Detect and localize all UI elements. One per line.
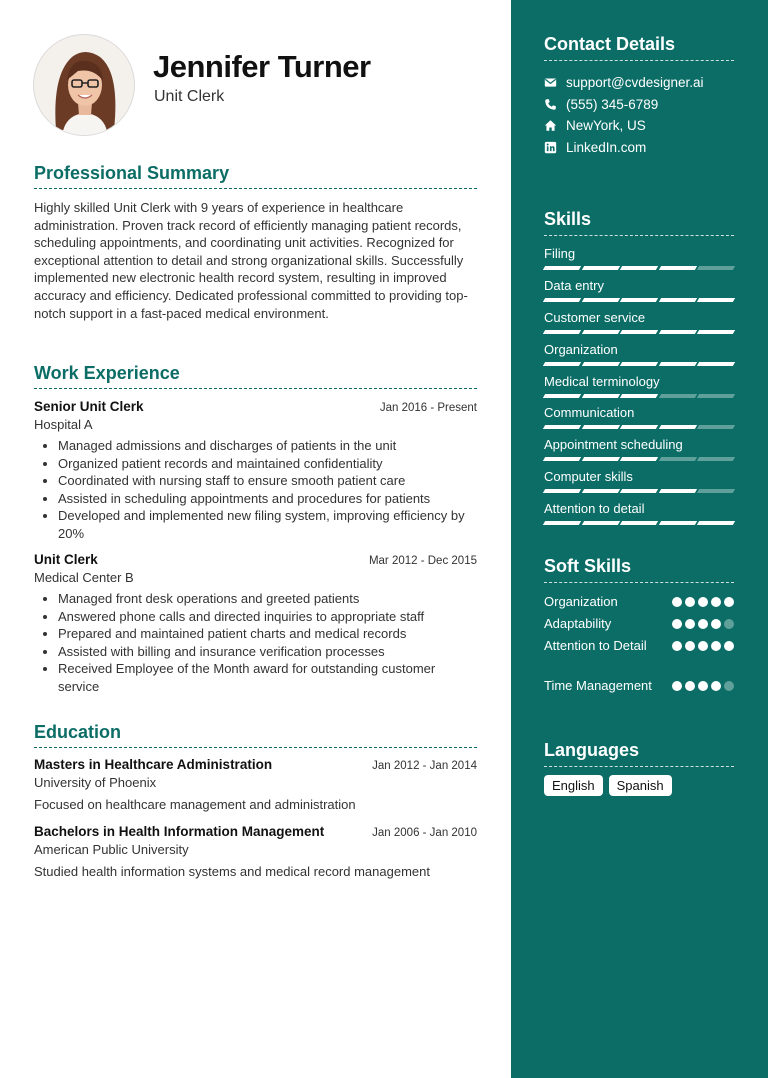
profile-photo bbox=[33, 34, 135, 136]
skill-level-segment bbox=[543, 298, 581, 302]
contact-location-text: NewYork, US bbox=[566, 118, 646, 134]
skill-name: Appointment scheduling bbox=[544, 437, 683, 452]
rating-dot bbox=[711, 641, 721, 651]
avatar-illustration bbox=[34, 35, 135, 136]
education-entry bbox=[34, 824, 477, 879]
education-description: Studied health information systems and medical record management bbox=[34, 864, 430, 879]
skill-item bbox=[544, 501, 734, 525]
skill-level-segment bbox=[543, 362, 581, 366]
candidate-title: Unit Clerk bbox=[154, 88, 225, 105]
skill-level-segment bbox=[581, 425, 619, 429]
skill-name: Data entry bbox=[544, 278, 604, 293]
rating-dot bbox=[685, 619, 695, 629]
skill-level-segment bbox=[620, 298, 658, 302]
job-bullet: • Organized patient records and maintained confidentiality bbox=[58, 455, 477, 473]
skill-item bbox=[544, 374, 734, 398]
skill-level-segment bbox=[659, 425, 697, 429]
rating-dot bbox=[698, 619, 708, 629]
skill-item bbox=[544, 342, 734, 366]
rating-dot bbox=[672, 619, 682, 629]
skill-level-segment bbox=[581, 330, 619, 334]
skill-level-segment bbox=[543, 489, 581, 493]
skill-name: Customer service bbox=[544, 310, 646, 325]
soft-skill-rating bbox=[672, 593, 734, 611]
skill-name: Organization bbox=[544, 342, 618, 357]
skill-level-segment bbox=[620, 394, 658, 398]
skill-level-bar bbox=[544, 521, 734, 525]
skill-level-segment bbox=[543, 457, 581, 461]
skill-level-bar bbox=[544, 266, 734, 270]
rating-dot bbox=[698, 641, 708, 651]
skill-level-segment bbox=[581, 266, 619, 270]
job-entry bbox=[34, 399, 477, 543]
job-bullet: • Assisted in scheduling appointments and procedures for patients bbox=[58, 490, 477, 508]
soft-skill-item bbox=[544, 677, 734, 695]
skill-level-segment bbox=[697, 330, 735, 334]
skill-level-segment bbox=[581, 489, 619, 493]
skill-level-segment bbox=[659, 521, 697, 525]
rating-dot bbox=[724, 597, 734, 607]
education-description: Focused on healthcare management and administration bbox=[34, 797, 356, 812]
rating-dot bbox=[724, 681, 734, 691]
phone-icon bbox=[544, 98, 557, 111]
skill-level-segment bbox=[620, 521, 658, 525]
job-bullets bbox=[34, 590, 477, 696]
job-role: Senior Unit Clerk bbox=[34, 399, 144, 414]
skill-level-segment bbox=[659, 489, 697, 493]
job-bullet: • Coordinated with nursing staff to ensure smooth patient care bbox=[58, 472, 477, 490]
job-date: Mar 2012 - Dec 2015 bbox=[368, 555, 477, 567]
job-bullet: • Received Employee of the Month award for outstanding customer service bbox=[58, 660, 477, 695]
contact-location bbox=[544, 115, 744, 137]
skill-level-segment bbox=[659, 330, 697, 334]
skill-name: Communication bbox=[544, 405, 635, 420]
soft-skill-rating bbox=[672, 677, 734, 695]
skill-level-segment bbox=[543, 521, 581, 525]
contact-email-text: support@cvdesigner.ai bbox=[566, 75, 704, 91]
skill-level-segment bbox=[620, 489, 658, 493]
education-degree: Bachelors in Health Information Management bbox=[34, 824, 325, 839]
soft-skill-rating bbox=[672, 615, 734, 633]
skill-level-segment bbox=[620, 362, 658, 366]
contact-phone[interactable] bbox=[544, 94, 744, 116]
skill-level-segment bbox=[659, 457, 697, 461]
rating-dot bbox=[672, 681, 682, 691]
candidate-name: Jennifer Turner bbox=[153, 49, 371, 84]
skill-item bbox=[544, 246, 734, 270]
job-org: Medical Center B bbox=[34, 570, 134, 585]
job-bullet: • Managed front desk operations and greeted patients bbox=[58, 590, 477, 608]
skill-level-segment bbox=[697, 521, 735, 525]
soft-skill-name: Attention to Detail bbox=[544, 638, 647, 653]
skill-name: Filing bbox=[544, 246, 576, 261]
home-icon bbox=[544, 119, 557, 132]
skill-level-bar bbox=[544, 394, 734, 398]
skill-level-segment bbox=[659, 362, 697, 366]
soft-skill-name: Organization bbox=[544, 594, 618, 609]
skill-level-bar bbox=[544, 298, 734, 302]
skill-level-segment bbox=[543, 266, 581, 270]
rating-dot bbox=[698, 597, 708, 607]
contact-phone-text: (555) 345-6789 bbox=[566, 96, 659, 112]
skill-level-bar bbox=[544, 457, 734, 461]
job-bullet: • Developed and implemented new filing system, improving efficiency by 20% bbox=[58, 507, 477, 542]
skill-level-segment bbox=[697, 489, 735, 493]
soft-skills-heading: Soft Skills bbox=[544, 556, 734, 583]
job-bullet: • Prepared and maintained patient charts and medical records bbox=[58, 625, 477, 643]
skill-item bbox=[544, 469, 734, 493]
job-date: Jan 2016 - Present bbox=[379, 402, 477, 414]
soft-skill-name: Time Management bbox=[544, 678, 652, 693]
soft-skill-name: Adaptability bbox=[544, 616, 612, 631]
skill-level-segment bbox=[581, 521, 619, 525]
languages-heading: Languages bbox=[544, 740, 734, 767]
soft-skill-rating bbox=[672, 637, 734, 655]
soft-skill-item bbox=[544, 615, 734, 633]
skill-level-segment bbox=[620, 457, 658, 461]
skill-item bbox=[544, 278, 734, 302]
email-icon bbox=[544, 76, 557, 89]
skill-name: Computer skills bbox=[544, 469, 633, 484]
rating-dot bbox=[698, 681, 708, 691]
skill-level-segment bbox=[581, 298, 619, 302]
contact-email[interactable] bbox=[544, 72, 744, 94]
skill-level-segment bbox=[697, 298, 735, 302]
contact-list bbox=[544, 72, 744, 158]
skill-level-segment bbox=[620, 266, 658, 270]
contact-linkedin[interactable] bbox=[544, 137, 744, 159]
skill-level-segment bbox=[543, 330, 581, 334]
education-school: University of Phoenix bbox=[34, 775, 157, 790]
job-entry bbox=[34, 552, 477, 696]
education-school: American Public University bbox=[34, 842, 189, 857]
rating-dot bbox=[672, 641, 682, 651]
skill-level-segment bbox=[543, 425, 581, 429]
languages-list bbox=[544, 775, 672, 796]
rating-dot bbox=[685, 641, 695, 651]
skill-level-segment bbox=[581, 457, 619, 461]
skill-item bbox=[544, 310, 734, 334]
skill-level-segment bbox=[697, 457, 735, 461]
skill-level-segment bbox=[697, 394, 735, 398]
job-bullet: • Managed admissions and discharges of patients in the unit bbox=[58, 437, 477, 455]
sidebar bbox=[511, 0, 768, 1078]
skill-level-bar bbox=[544, 425, 734, 429]
soft-skill-item bbox=[544, 593, 734, 611]
skill-level-segment bbox=[620, 330, 658, 334]
skill-name: Medical terminology bbox=[544, 374, 660, 389]
soft-skill-item bbox=[544, 637, 734, 655]
skill-name: Attention to detail bbox=[544, 501, 645, 516]
language-tag: Spanish bbox=[609, 775, 672, 796]
rating-dot bbox=[672, 597, 682, 607]
contact-linkedin-text: LinkedIn.com bbox=[566, 139, 647, 155]
education-degree: Masters in Healthcare Administration bbox=[34, 757, 273, 772]
skill-level-segment bbox=[659, 266, 697, 270]
skill-item bbox=[544, 405, 734, 429]
education-heading: Education bbox=[34, 722, 477, 748]
skill-level-segment bbox=[581, 394, 619, 398]
skill-level-segment bbox=[543, 394, 581, 398]
skill-level-segment bbox=[697, 266, 735, 270]
summary-text: Highly skilled Unit Clerk with 9 years of experience in healthcare administration. Proven track record of efficiently managing patient records, scheduling appointments, and coordinating unit activities. Recognized for exceptional attention to detail and strong organizational skills. Successfully implemented new electronic health record system, resulting in improved accuracy and efficiency. Dedicated professional committed to providing top-notch support in a fast-paced medical environment. bbox=[34, 200, 468, 321]
education-date: Jan 2012 - Jan 2014 bbox=[372, 760, 477, 772]
skill-level-segment bbox=[581, 362, 619, 366]
skill-level-segment bbox=[620, 425, 658, 429]
skills-heading: Skills bbox=[544, 209, 734, 236]
job-org: Hospital A bbox=[34, 417, 93, 432]
rating-dot bbox=[724, 641, 734, 651]
contact-heading: Contact Details bbox=[544, 34, 734, 61]
job-bullet: • Assisted with billing and insurance verification processes bbox=[58, 643, 477, 661]
skill-level-segment bbox=[659, 298, 697, 302]
skill-level-bar bbox=[544, 362, 734, 366]
skill-level-segment bbox=[659, 394, 697, 398]
experience-heading: Work Experience bbox=[34, 363, 477, 389]
job-bullets bbox=[34, 437, 477, 543]
rating-dot bbox=[685, 681, 695, 691]
skill-level-bar bbox=[544, 489, 734, 493]
linkedin-icon bbox=[544, 141, 557, 154]
summary-heading: Professional Summary bbox=[34, 163, 477, 189]
skill-level-bar bbox=[544, 330, 734, 334]
rating-dot bbox=[711, 619, 721, 629]
education-date: Jan 2006 - Jan 2010 bbox=[372, 827, 477, 839]
skill-item bbox=[544, 437, 734, 461]
rating-dot bbox=[724, 619, 734, 629]
education-entry bbox=[34, 757, 477, 812]
job-bullet: • Answered phone calls and directed inquiries to appropriate staff bbox=[58, 608, 477, 626]
rating-dot bbox=[711, 681, 721, 691]
language-tag: English bbox=[544, 775, 603, 796]
rating-dot bbox=[711, 597, 721, 607]
skill-level-segment bbox=[697, 425, 735, 429]
skill-level-segment bbox=[697, 362, 735, 366]
job-role: Unit Clerk bbox=[34, 552, 98, 567]
rating-dot bbox=[685, 597, 695, 607]
